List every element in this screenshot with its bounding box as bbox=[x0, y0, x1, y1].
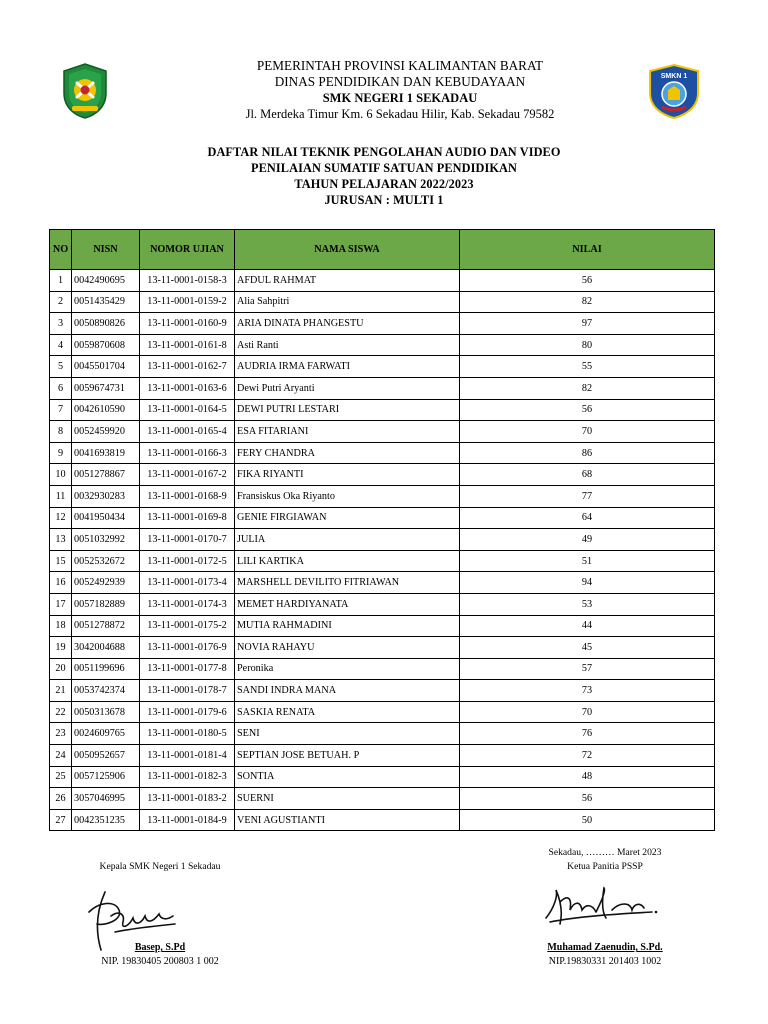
cell-nilai: 77 bbox=[460, 485, 715, 507]
cell-nama-siswa: Asti Ranti bbox=[235, 334, 460, 356]
cell-nama-siswa: SUERNI bbox=[235, 788, 460, 810]
cell-nomor-ujian: 13-11-0001-0168-9 bbox=[140, 485, 235, 507]
table-row bbox=[50, 399, 715, 421]
cell-nisn: 0032930283 bbox=[72, 485, 140, 507]
cell-no: 17 bbox=[50, 593, 72, 615]
table-row bbox=[50, 291, 715, 313]
cell-nomor-ujian: 13-11-0001-0172-5 bbox=[140, 550, 235, 572]
principal-role: Kepala SMK Negeri 1 Sekadau bbox=[99, 861, 221, 872]
table-row bbox=[50, 658, 715, 680]
cell-no: 19 bbox=[50, 637, 72, 659]
table-header-row bbox=[50, 230, 715, 270]
letterhead-school: SMK NEGERI 1 SEKADAU bbox=[322, 91, 478, 105]
cell-nama-siswa: GENIE FIRGIAWAN bbox=[235, 507, 460, 529]
table-row bbox=[50, 442, 715, 464]
document-title bbox=[0, 144, 768, 208]
cell-nisn: 0051032992 bbox=[72, 529, 140, 551]
chair-signature-icon bbox=[540, 880, 665, 930]
cell-no: 26 bbox=[50, 788, 72, 810]
table-row bbox=[50, 723, 715, 745]
cell-nama-siswa: MEMET HARDIYANATA bbox=[235, 593, 460, 615]
table-row bbox=[50, 356, 715, 378]
cell-nama-siswa: ARIA DINATA PHANGESTU bbox=[235, 313, 460, 335]
cell-nomor-ujian: 13-11-0001-0181-4 bbox=[140, 745, 235, 767]
cell-nilai: 57 bbox=[460, 658, 715, 680]
cell-nisn: 0042610590 bbox=[72, 399, 140, 421]
title-line-assessment: PENILAIAN SUMATIF SATUAN PENDIDIKAN bbox=[251, 161, 517, 175]
cell-nisn: 0052459920 bbox=[72, 421, 140, 443]
cell-no: 20 bbox=[50, 658, 72, 680]
cell-nisn: 0052492939 bbox=[72, 572, 140, 594]
letterhead-government: PEMERINTAH PROVINSI KALIMANTAN BARAT bbox=[256, 58, 544, 73]
cell-nama-siswa: VENI AGUSTIANTI bbox=[235, 809, 460, 831]
cell-no: 7 bbox=[50, 399, 72, 421]
cell-no: 21 bbox=[50, 680, 72, 702]
letterhead-department: DINAS PENDIDIKAN DAN KEBUDAYAAN bbox=[274, 74, 526, 89]
cell-no: 4 bbox=[50, 334, 72, 356]
table-row bbox=[50, 421, 715, 443]
table-row bbox=[50, 637, 715, 659]
chair-nip: NIP.19830331 201403 1002 bbox=[548, 956, 662, 967]
cell-nilai: 64 bbox=[460, 507, 715, 529]
cell-nisn: 0050313678 bbox=[72, 701, 140, 723]
cell-no: 11 bbox=[50, 485, 72, 507]
cell-nilai: 55 bbox=[460, 356, 715, 378]
cell-nomor-ujian: 13-11-0001-0160-9 bbox=[140, 313, 235, 335]
cell-nomor-ujian: 13-11-0001-0175-2 bbox=[140, 615, 235, 637]
table-row bbox=[50, 529, 715, 551]
cell-nilai: 56 bbox=[460, 788, 715, 810]
cell-no: 22 bbox=[50, 701, 72, 723]
cell-nama-siswa: AFDUL RAHMAT bbox=[235, 270, 460, 292]
cell-nama-siswa: MUTIA RAHMADINI bbox=[235, 615, 460, 637]
header-no: NO bbox=[50, 230, 72, 270]
signing-date: Sekadau, ……… Maret 2023 bbox=[548, 847, 662, 858]
cell-nilai: 68 bbox=[460, 464, 715, 486]
cell-nama-siswa: Dewi Putri Aryanti bbox=[235, 377, 460, 399]
cell-nomor-ujian: 13-11-0001-0177-8 bbox=[140, 658, 235, 680]
cell-nilai: 56 bbox=[460, 399, 715, 421]
title-line-subject: DAFTAR NILAI TEKNIK PENGOLAHAN AUDIO DAN VIDEO bbox=[207, 145, 561, 159]
cell-no: 18 bbox=[50, 615, 72, 637]
cell-nilai: 49 bbox=[460, 529, 715, 551]
cell-nama-siswa: NOVIA RAHAYU bbox=[235, 637, 460, 659]
cell-nilai: 80 bbox=[460, 334, 715, 356]
cell-nisn: 0041693819 bbox=[72, 442, 140, 464]
cell-no: 1 bbox=[50, 270, 72, 292]
cell-nilai: 51 bbox=[460, 550, 715, 572]
table-row bbox=[50, 507, 715, 529]
cell-no: 2 bbox=[50, 291, 72, 313]
cell-no: 13 bbox=[50, 529, 72, 551]
cell-nomor-ujian: 13-11-0001-0180-5 bbox=[140, 723, 235, 745]
cell-no: 6 bbox=[50, 377, 72, 399]
principal-signature-icon bbox=[75, 880, 185, 960]
province-emblem-icon bbox=[62, 63, 108, 119]
cell-nilai: 72 bbox=[460, 745, 715, 767]
cell-no: 8 bbox=[50, 421, 72, 443]
table-row bbox=[50, 550, 715, 572]
cell-nisn: 0050890826 bbox=[72, 313, 140, 335]
cell-no: 24 bbox=[50, 745, 72, 767]
cell-nama-siswa: AUDRIA IRMA FARWATI bbox=[235, 356, 460, 378]
cell-nama-siswa: LILI KARTIKA bbox=[235, 550, 460, 572]
cell-no: 10 bbox=[50, 464, 72, 486]
cell-nomor-ujian: 13-11-0001-0162-7 bbox=[140, 356, 235, 378]
cell-nomor-ujian: 13-11-0001-0163-6 bbox=[140, 377, 235, 399]
cell-nilai: 44 bbox=[460, 615, 715, 637]
table-row bbox=[50, 334, 715, 356]
cell-nilai: 82 bbox=[460, 377, 715, 399]
cell-nilai: 86 bbox=[460, 442, 715, 464]
principal-name: Basep, S.Pd bbox=[134, 942, 186, 953]
cell-nisn: 0050952657 bbox=[72, 745, 140, 767]
table-row bbox=[50, 680, 715, 702]
cell-nisn: 0051435429 bbox=[72, 291, 140, 313]
cell-nama-siswa: SEPTIAN JOSE BETUAH. P bbox=[235, 745, 460, 767]
cell-nomor-ujian: 13-11-0001-0176-9 bbox=[140, 637, 235, 659]
cell-nisn: 0045501704 bbox=[72, 356, 140, 378]
cell-nilai: 94 bbox=[460, 572, 715, 594]
table-row bbox=[50, 615, 715, 637]
cell-no: 5 bbox=[50, 356, 72, 378]
header-nomor-ujian: NOMOR UJIAN bbox=[140, 230, 235, 270]
cell-nisn: 0042490695 bbox=[72, 270, 140, 292]
cell-nama-siswa: DEWI PUTRI LESTARI bbox=[235, 399, 460, 421]
cell-nilai: 70 bbox=[460, 421, 715, 443]
cell-nisn: 0059674731 bbox=[72, 377, 140, 399]
cell-nomor-ujian: 13-11-0001-0159-2 bbox=[140, 291, 235, 313]
cell-nilai: 45 bbox=[460, 637, 715, 659]
cell-nama-siswa: MARSHELL DEVILITO FITRIAWAN bbox=[235, 572, 460, 594]
cell-nama-siswa: Alia Sahpitri bbox=[235, 291, 460, 313]
cell-nomor-ujian: 13-11-0001-0182-3 bbox=[140, 766, 235, 788]
cell-nama-siswa: SASKIA RENATA bbox=[235, 701, 460, 723]
cell-nama-siswa: Fransiskus Oka Riyanto bbox=[235, 485, 460, 507]
cell-nama-siswa: JULIA bbox=[235, 529, 460, 551]
cell-nilai: 50 bbox=[460, 809, 715, 831]
cell-nilai: 53 bbox=[460, 593, 715, 615]
cell-nama-siswa: Peronika bbox=[235, 658, 460, 680]
cell-no: 12 bbox=[50, 507, 72, 529]
cell-nilai: 82 bbox=[460, 291, 715, 313]
chair-name: Muhamad Zaenudin, S.Pd. bbox=[547, 942, 663, 953]
cell-nilai: 48 bbox=[460, 766, 715, 788]
cell-nama-siswa: ESA FITARIANI bbox=[235, 421, 460, 443]
title-line-major: JURUSAN : MULTI 1 bbox=[324, 193, 444, 207]
cell-nomor-ujian: 13-11-0001-0174-3 bbox=[140, 593, 235, 615]
school-logo-icon bbox=[646, 63, 702, 119]
table-row bbox=[50, 485, 715, 507]
cell-nama-siswa: SANDI INDRA MANA bbox=[235, 680, 460, 702]
cell-nomor-ujian: 13-11-0001-0179-6 bbox=[140, 701, 235, 723]
table-row bbox=[50, 809, 715, 831]
cell-nomor-ujian: 13-11-0001-0166-3 bbox=[140, 442, 235, 464]
cell-nisn: 0053742374 bbox=[72, 680, 140, 702]
table-row bbox=[50, 464, 715, 486]
cell-nomor-ujian: 13-11-0001-0173-4 bbox=[140, 572, 235, 594]
cell-no: 16 bbox=[50, 572, 72, 594]
title-line-year: TAHUN PELAJARAN 2022/2023 bbox=[294, 177, 474, 191]
header-nisn: NISN bbox=[72, 230, 140, 270]
table-row bbox=[50, 377, 715, 399]
cell-nomor-ujian: 13-11-0001-0170-7 bbox=[140, 529, 235, 551]
table-row bbox=[50, 313, 715, 335]
cell-no: 9 bbox=[50, 442, 72, 464]
cell-nama-siswa: FERY CHANDRA bbox=[235, 442, 460, 464]
table-row bbox=[50, 270, 715, 292]
cell-nisn: 0041950434 bbox=[72, 507, 140, 529]
cell-nama-siswa: SONTIA bbox=[235, 766, 460, 788]
cell-nilai: 70 bbox=[460, 701, 715, 723]
cell-nisn: 0057125906 bbox=[72, 766, 140, 788]
cell-nisn: 3042004688 bbox=[72, 637, 140, 659]
cell-nilai: 56 bbox=[460, 270, 715, 292]
letterhead-address: Jl. Merdeka Timur Km. 6 Sekadau Hilir, Kab. Sekadau 79582 bbox=[245, 107, 555, 121]
table-row bbox=[50, 701, 715, 723]
principal-nip: NIP. 19830405 200803 1 002 bbox=[101, 956, 219, 967]
cell-no: 23 bbox=[50, 723, 72, 745]
table-row bbox=[50, 593, 715, 615]
grades-table-body bbox=[50, 270, 715, 831]
header-nama-siswa: NAMA SISWA bbox=[235, 230, 460, 270]
cell-nisn: 0059870608 bbox=[72, 334, 140, 356]
cell-nisn: 0024609765 bbox=[72, 723, 140, 745]
cell-nama-siswa: FIKA RIYANTI bbox=[235, 464, 460, 486]
signature-principal bbox=[60, 860, 260, 967]
table-row bbox=[50, 572, 715, 594]
letterhead bbox=[200, 58, 600, 123]
cell-no: 15 bbox=[50, 550, 72, 572]
cell-nomor-ujian: 13-11-0001-0178-7 bbox=[140, 680, 235, 702]
cell-nomor-ujian: 13-11-0001-0165-4 bbox=[140, 421, 235, 443]
cell-nisn: 0057182889 bbox=[72, 593, 140, 615]
cell-nomor-ujian: 13-11-0001-0184-9 bbox=[140, 809, 235, 831]
chair-role: Ketua Panitia PSSP bbox=[567, 861, 643, 872]
cell-nisn: 0051199696 bbox=[72, 658, 140, 680]
signature-committee-chair bbox=[495, 846, 715, 967]
cell-nomor-ujian: 13-11-0001-0169-8 bbox=[140, 507, 235, 529]
cell-nisn: 0052532672 bbox=[72, 550, 140, 572]
cell-nomor-ujian: 13-11-0001-0161-8 bbox=[140, 334, 235, 356]
cell-nisn: 0051278872 bbox=[72, 615, 140, 637]
cell-nisn: 0042351235 bbox=[72, 809, 140, 831]
cell-no: 25 bbox=[50, 766, 72, 788]
header-nilai: NILAI bbox=[460, 230, 715, 270]
cell-nilai: 73 bbox=[460, 680, 715, 702]
cell-nomor-ujian: 13-11-0001-0183-2 bbox=[140, 788, 235, 810]
cell-nomor-ujian: 13-11-0001-0164-5 bbox=[140, 399, 235, 421]
cell-nama-siswa: SENI bbox=[235, 723, 460, 745]
table-row bbox=[50, 766, 715, 788]
table-row bbox=[50, 788, 715, 810]
cell-nisn: 3057046995 bbox=[72, 788, 140, 810]
cell-nilai: 76 bbox=[460, 723, 715, 745]
school-logo-text: SMKN 1 bbox=[660, 73, 688, 80]
cell-nilai: 97 bbox=[460, 313, 715, 335]
cell-nomor-ujian: 13-11-0001-0167-2 bbox=[140, 464, 235, 486]
cell-no: 3 bbox=[50, 313, 72, 335]
cell-nisn: 0051278867 bbox=[72, 464, 140, 486]
grades-table bbox=[49, 229, 715, 831]
cell-nomor-ujian: 13-11-0001-0158-3 bbox=[140, 270, 235, 292]
cell-no: 27 bbox=[50, 809, 72, 831]
table-row bbox=[50, 745, 715, 767]
